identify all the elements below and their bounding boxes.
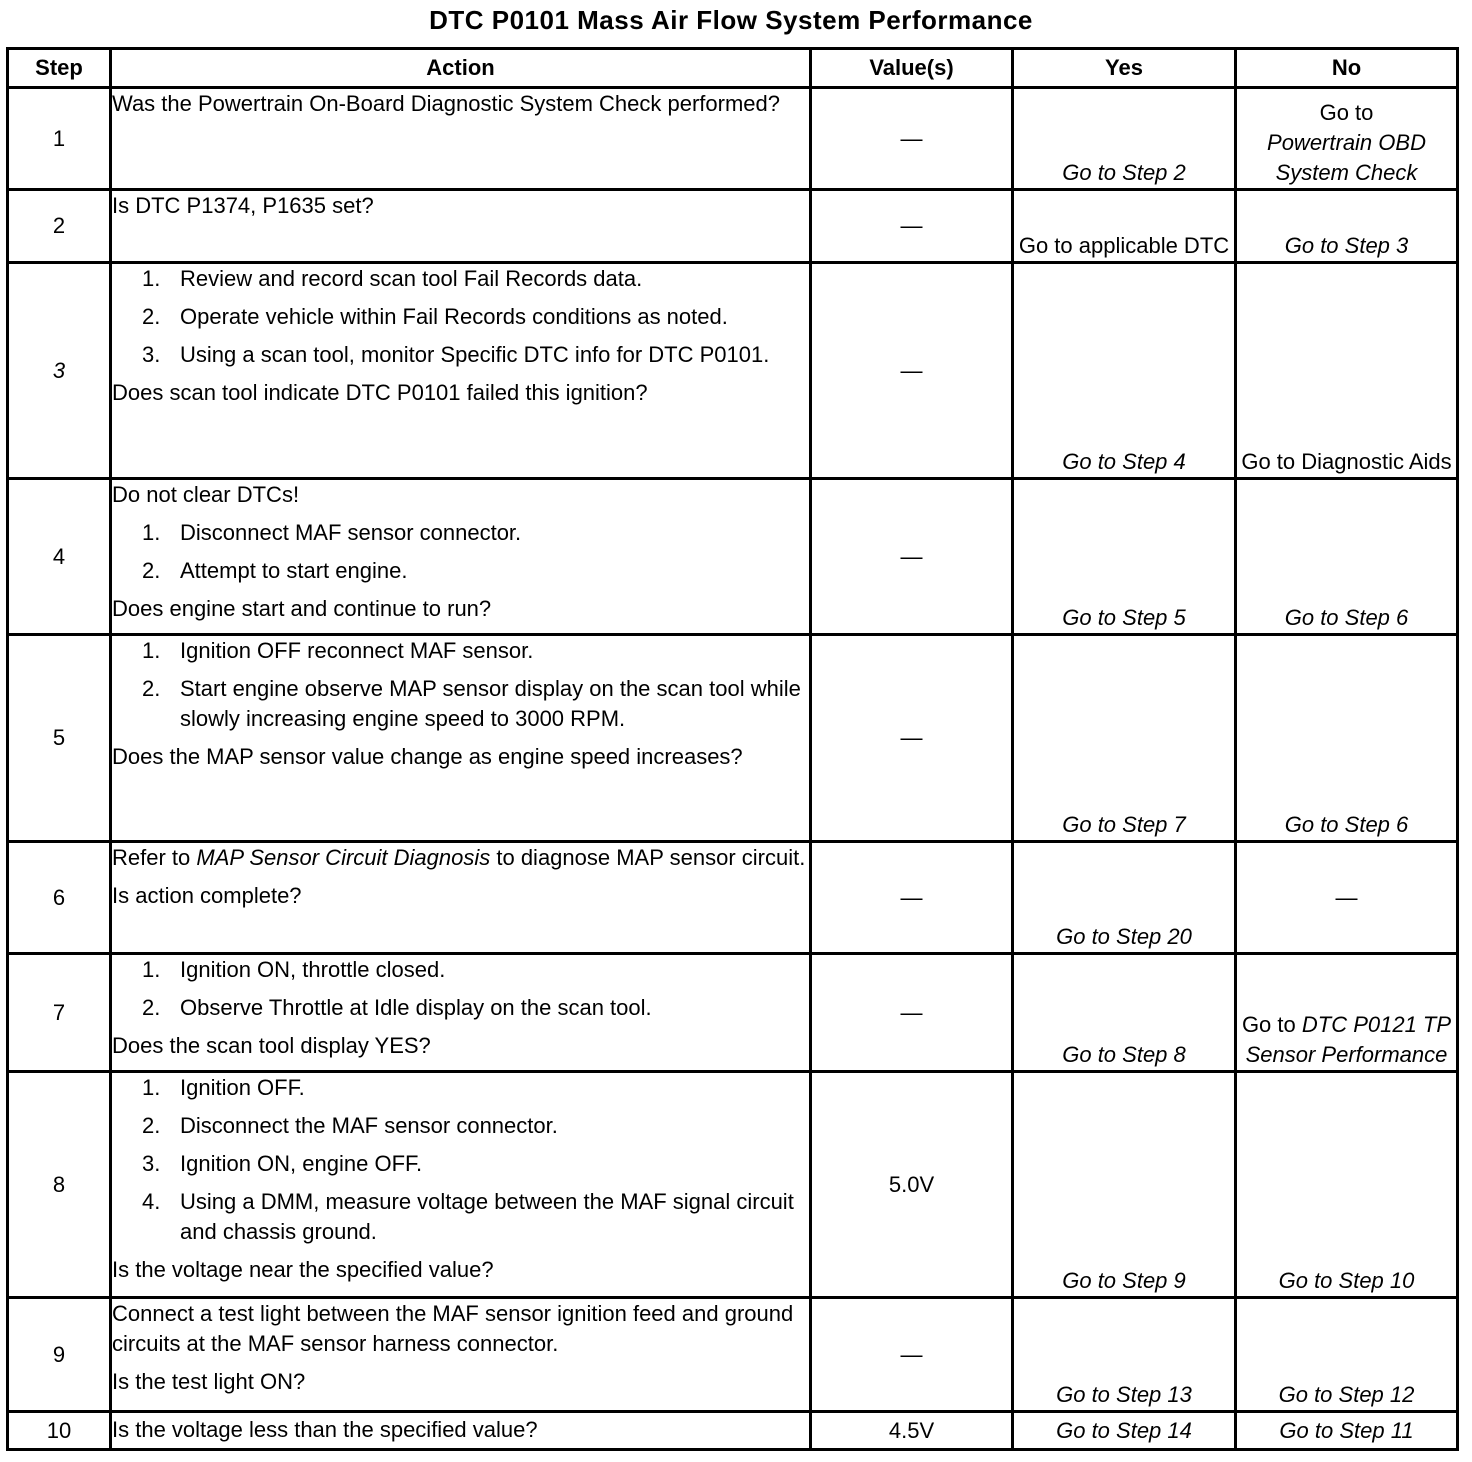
table-header-row bbox=[8, 49, 1458, 88]
step-number: 5 bbox=[8, 635, 111, 842]
yes-cell: Go to Step 20 bbox=[1013, 842, 1236, 954]
yes-cell: Go to Step 4 bbox=[1013, 263, 1236, 479]
list-item: 2. Operate vehicle within Fail Records conditions as noted. bbox=[142, 304, 728, 329]
action-cell bbox=[111, 1298, 811, 1412]
no-cell: Go to Step 6 bbox=[1236, 479, 1458, 635]
yes-cell: Go to Step 5 bbox=[1013, 479, 1236, 635]
step-number: 8 bbox=[8, 1072, 111, 1298]
table-row bbox=[8, 1298, 1458, 1412]
no-cell: Go to Diagnostic Aids bbox=[1236, 263, 1458, 479]
action-steps-list bbox=[112, 264, 809, 370]
action-steps-list bbox=[112, 636, 809, 734]
action-question: Does engine start and continue to run? bbox=[112, 596, 492, 621]
header-action: Action bbox=[111, 49, 811, 88]
list-item: 2. Observe Throttle at Idle display on the scan tool. bbox=[142, 995, 652, 1020]
action-text: Was the Powertrain On-Board Diagnostic System Check performed? bbox=[112, 91, 781, 116]
yes-cell: Go to Step 9 bbox=[1013, 1072, 1236, 1298]
value-cell: — bbox=[811, 263, 1013, 479]
action-cell bbox=[111, 954, 811, 1072]
value-cell: — bbox=[811, 635, 1013, 842]
action-cell bbox=[111, 635, 811, 842]
header-step: Step bbox=[8, 49, 111, 88]
action-steps-list bbox=[112, 955, 809, 1023]
step-number: 3 bbox=[8, 263, 111, 479]
action-text: Connect a test light between the MAF sensor ignition feed and ground circuits at the MAF sensor harness connector. bbox=[112, 1301, 794, 1356]
yes-cell: Go to Step 2 bbox=[1013, 88, 1236, 190]
table-row bbox=[8, 88, 1458, 190]
action-cell bbox=[111, 479, 811, 635]
value-cell: — bbox=[811, 1298, 1013, 1412]
table-row bbox=[8, 954, 1458, 1072]
action-steps-list bbox=[112, 518, 809, 586]
yes-cell: Go to Step 14 bbox=[1013, 1412, 1236, 1450]
page-title: DTC P0101 Mass Air Flow System Performance bbox=[429, 5, 1033, 35]
action-question: Is action complete? bbox=[112, 883, 302, 908]
table-row bbox=[8, 635, 1458, 842]
list-item: 1. Ignition OFF reconnect MAF sensor. bbox=[142, 638, 534, 663]
value-cell: — bbox=[811, 842, 1013, 954]
step-number: 4 bbox=[8, 479, 111, 635]
value-cell: — bbox=[811, 954, 1013, 1072]
list-item: 2. Start engine observe MAP sensor display on the scan tool while slowly increasing engine speed to 3000 RPM. bbox=[142, 676, 801, 731]
step-number: 10 bbox=[8, 1412, 111, 1450]
yes-cell: Go to applicable DTC bbox=[1013, 190, 1236, 263]
list-item: 3. Ignition ON, engine OFF. bbox=[142, 1151, 423, 1176]
header-yes: Yes bbox=[1013, 49, 1236, 88]
no-prefix: Go to bbox=[1241, 1012, 1296, 1037]
step-number: 9 bbox=[8, 1298, 111, 1412]
no-cell: Go to Step 3 bbox=[1236, 190, 1458, 263]
value-cell: — bbox=[811, 479, 1013, 635]
value-cell: — bbox=[811, 190, 1013, 263]
no-cell: Go to Step 10 bbox=[1236, 1072, 1458, 1298]
step-number: 2 bbox=[8, 190, 111, 263]
action-cell bbox=[111, 1412, 811, 1450]
reference-title: MAP Sensor Circuit Diagnosis bbox=[196, 845, 491, 870]
no-prefix: Go to bbox=[1319, 100, 1374, 125]
action-question: Does the MAP sensor value change as engine speed increases? bbox=[112, 744, 743, 769]
action-text: Is DTC P1374, P1635 set? bbox=[112, 193, 374, 218]
action-cell bbox=[111, 263, 811, 479]
value-cell: 5.0V bbox=[811, 1072, 1013, 1298]
header-no: No bbox=[1236, 49, 1458, 88]
no-cell: Go to Step 12 bbox=[1236, 1298, 1458, 1412]
action-question: Does scan tool indicate DTC P0101 failed this ignition? bbox=[112, 380, 648, 405]
no-cell: Go to Step 6 bbox=[1236, 635, 1458, 842]
diagnostic-table bbox=[6, 47, 1459, 1451]
yes-cell: Go to Step 8 bbox=[1013, 954, 1236, 1072]
no-cell bbox=[1236, 954, 1458, 1072]
action-text: Is the voltage less than the specified value? bbox=[112, 1417, 538, 1442]
value-cell: 4.5V bbox=[811, 1412, 1013, 1450]
action-question: Does the scan tool display YES? bbox=[112, 1033, 431, 1058]
list-item: 1. Disconnect MAF sensor connector. bbox=[142, 520, 522, 545]
table-row bbox=[8, 1412, 1458, 1450]
table-row bbox=[8, 479, 1458, 635]
action-text: Refer to MAP Sensor Circuit Diagnosis to diagnose MAP sensor circuit. bbox=[112, 845, 806, 870]
action-cell bbox=[111, 190, 811, 263]
no-reference: Powertrain OBD System Check bbox=[1267, 130, 1426, 185]
step-number: 6 bbox=[8, 842, 111, 954]
action-question: Is the test light ON? bbox=[112, 1369, 306, 1394]
list-item: 1. Ignition ON, throttle closed. bbox=[142, 957, 446, 982]
action-question: Is the voltage near the specified value? bbox=[112, 1257, 494, 1282]
no-cell: Go to Step 11 bbox=[1236, 1412, 1458, 1450]
action-cell bbox=[111, 1072, 811, 1298]
action-steps-list bbox=[112, 1073, 809, 1247]
list-item: 1. Ignition OFF. bbox=[142, 1075, 305, 1100]
action-cell bbox=[111, 842, 811, 954]
step-number: 7 bbox=[8, 954, 111, 1072]
table-row bbox=[8, 1072, 1458, 1298]
header-values: Value(s) bbox=[811, 49, 1013, 88]
list-item: 2. Attempt to start engine. bbox=[142, 558, 408, 583]
action-cell bbox=[111, 88, 811, 190]
list-item: 1. Review and record scan tool Fail Records data. bbox=[142, 266, 643, 291]
table-row bbox=[8, 190, 1458, 263]
yes-cell: Go to Step 7 bbox=[1013, 635, 1236, 842]
list-item: 3. Using a scan tool, monitor Specific DTC info for DTC P0101. bbox=[142, 342, 770, 367]
value-cell: — bbox=[811, 88, 1013, 190]
step-number: 1 bbox=[8, 88, 111, 190]
action-intro: Do not clear DTCs! bbox=[112, 482, 300, 507]
no-cell bbox=[1236, 88, 1458, 190]
no-cell: — bbox=[1236, 842, 1458, 954]
table-row bbox=[8, 842, 1458, 954]
list-item: 4. Using a DMM, measure voltage between the MAF signal circuit and chassis ground. bbox=[142, 1189, 794, 1244]
table-row bbox=[8, 263, 1458, 479]
list-item: 2. Disconnect the MAF sensor connector. bbox=[142, 1113, 558, 1138]
no-reference: DTC P0121 TP Sensor Performance bbox=[1245, 1012, 1452, 1067]
yes-cell: Go to Step 13 bbox=[1013, 1298, 1236, 1412]
